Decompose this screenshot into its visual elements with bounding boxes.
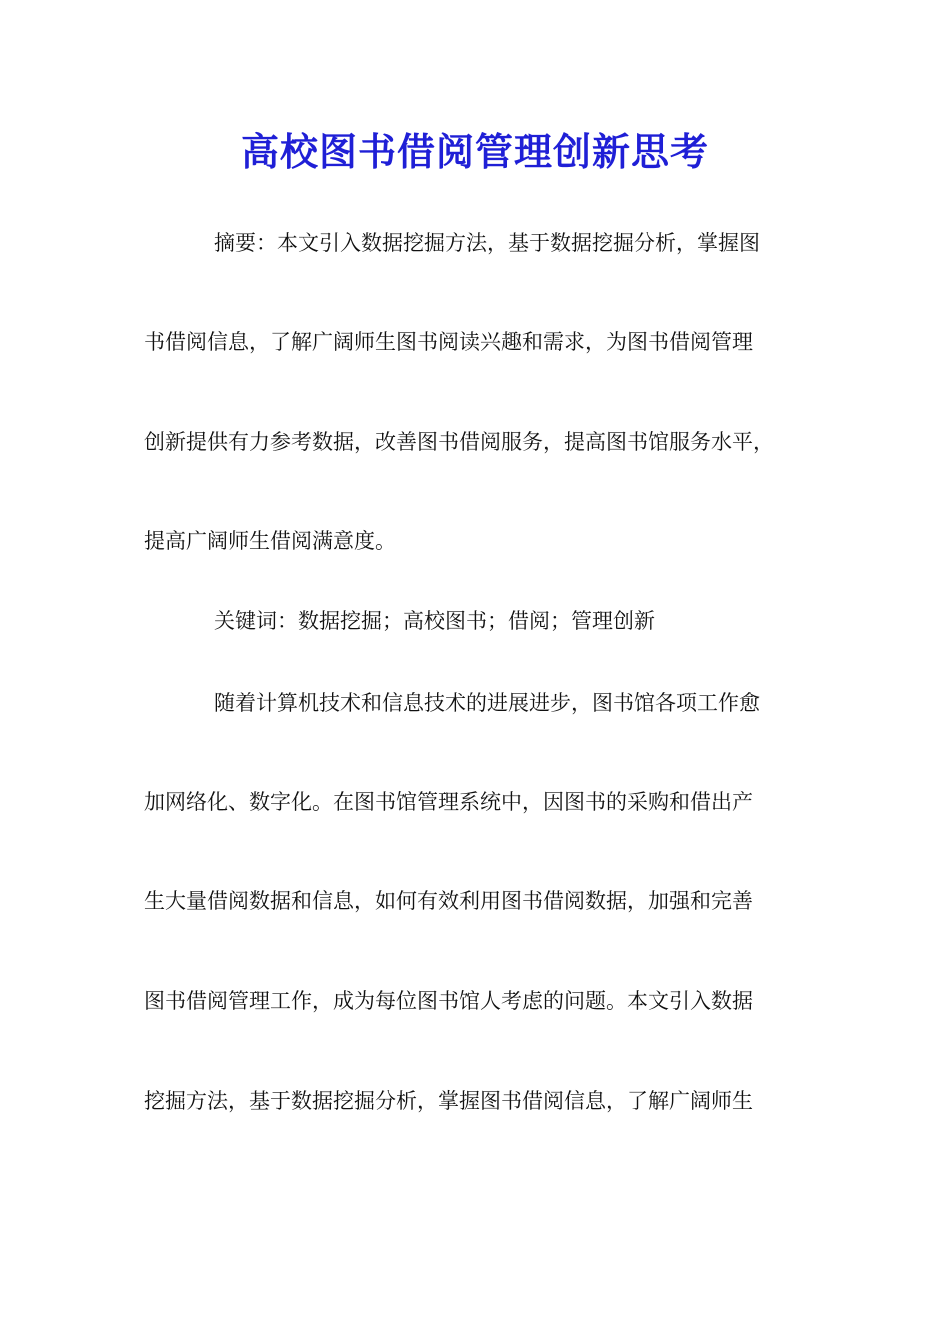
- body-line-1: 随着计算机技术和信息技术的进展进步，图书馆各项工作愈: [214, 691, 760, 715]
- abstract-line-2: 书借阅信息，了解广阔师生图书阅读兴趣和需求，为图书借阅管理: [144, 330, 753, 354]
- body-line-4: 图书借阅管理工作，成为每位图书馆人考虑的问题。本文引入数据: [144, 989, 753, 1013]
- document-title: 高校图书借阅管理创新思考: [240, 129, 709, 174]
- body-line-5: 挖掘方法，基于数据挖掘分析，掌握图书借阅信息，了解广阔师生: [144, 1089, 753, 1113]
- keywords-line: 关键词：数据挖掘；高校图书；借阅；管理创新: [214, 609, 655, 633]
- abstract-line-4: 提高广阔师生借阅满意度。: [144, 529, 396, 553]
- abstract-line-1: 摘要：本文引入数据挖掘方法，基于数据挖掘分析，掌握图: [214, 231, 760, 255]
- body-line-3: 生大量借阅数据和信息，如何有效利用图书借阅数据，加强和完善: [144, 889, 753, 913]
- body-line-2: 加网络化、数字化。在图书馆管理系统中，因图书的采购和借出产: [144, 790, 753, 814]
- abstract-line-3: 创新提供有力参考数据，改善图书借阅服务，提高图书馆服务水平，: [144, 430, 774, 454]
